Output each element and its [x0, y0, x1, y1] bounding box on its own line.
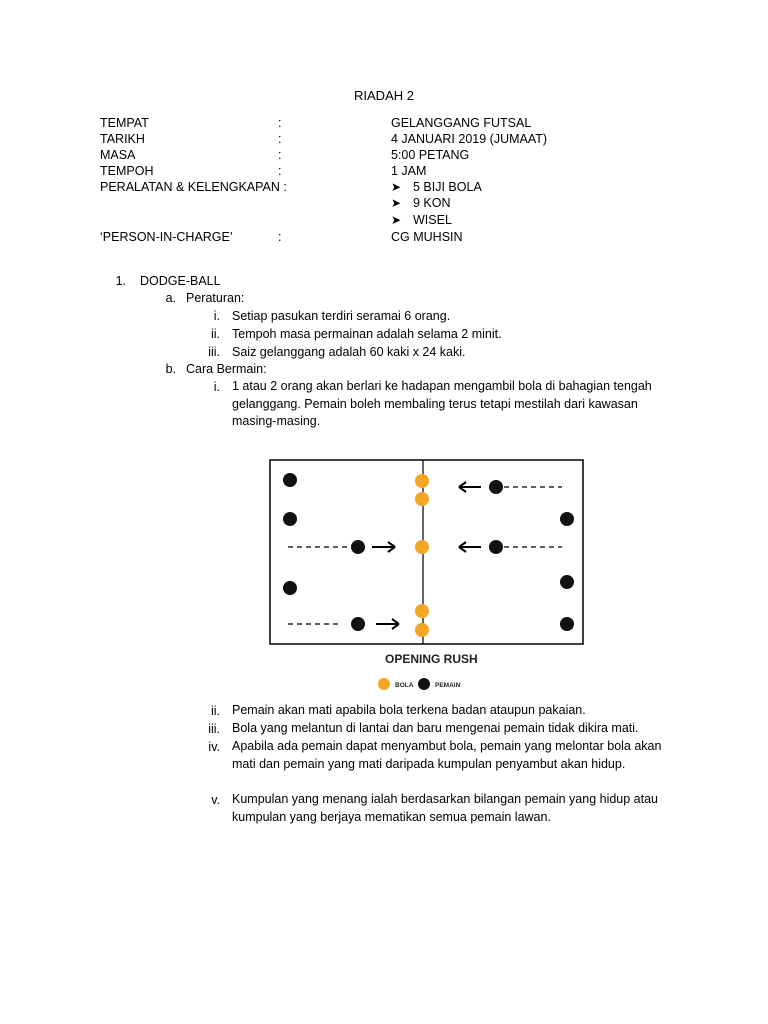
info-value: 1 JAM	[391, 164, 427, 178]
player-marker	[560, 617, 574, 631]
equipment-item: ➤ 5 BIJI BOLA	[391, 180, 482, 194]
step-number: iii.	[208, 722, 220, 736]
info-label: ‘PERSON-IN-CHARGE’	[100, 230, 233, 244]
info-label: PERALATAN & KELENGKAPAN :	[100, 180, 287, 194]
ball-marker	[415, 492, 429, 506]
info-colon: :	[278, 230, 282, 244]
rule-number: ii.	[210, 327, 220, 341]
rule-text: Tempoh masa permainan adalah selama 2 minit.	[232, 327, 502, 341]
info-colon: :	[278, 148, 282, 162]
diagram-caption: OPENING RUSH	[385, 652, 478, 666]
ball-marker	[415, 540, 429, 554]
player-marker	[283, 512, 297, 526]
subsection-letter: b.	[165, 362, 176, 376]
player-marker	[351, 540, 365, 554]
arrow-right-icon	[372, 542, 395, 552]
info-label: TARIKH	[100, 132, 145, 146]
arrowhead-bullet-icon: ➤	[391, 213, 402, 227]
info-colon: :	[278, 132, 282, 146]
step-text: Bola yang melantun di lantai dan baru mengenai pemain tidak dikira mati.	[232, 721, 639, 735]
arrow-right-icon	[376, 619, 399, 629]
info-colon: :	[278, 164, 282, 178]
player-marker	[351, 617, 365, 631]
step-text: Kumpulan yang menang ialah berdasarkan bilangan pemain yang hidup atau kumpulan yang berjaya mematikan semua pemain lawan.	[232, 792, 659, 824]
subsection-title: Peraturan:	[186, 291, 245, 305]
info-value: 4 JANUARI 2019 (JUMAAT)	[391, 132, 548, 146]
player-marker	[560, 575, 574, 589]
info-label: MASA	[100, 148, 136, 162]
step-text: Pemain akan mati apabila bola terkena badan ataupun pakaian.	[232, 703, 586, 717]
arrowhead-bullet-icon: ➤	[391, 180, 402, 194]
arrowhead-bullet-icon: ➤	[391, 196, 402, 210]
section-number: 1.	[115, 274, 126, 288]
rule-number: i.	[213, 309, 220, 323]
step-number: iv.	[208, 740, 220, 754]
step-number: v.	[211, 793, 220, 807]
player-marker	[283, 581, 297, 595]
opening-rush-diagram	[266, 456, 588, 696]
legend-player-label: PEMAIN	[435, 682, 461, 689]
arrow-left-icon	[459, 542, 481, 552]
rule-number: iii.	[208, 345, 220, 359]
info-label: TEMPAT	[100, 116, 149, 130]
info-label: TEMPOH	[100, 164, 154, 178]
player-marker	[560, 512, 574, 526]
equipment-item: ➤ 9 KON	[391, 196, 451, 210]
ball-marker	[415, 604, 429, 618]
ball-marker	[415, 474, 429, 488]
player-marker	[283, 473, 297, 487]
equipment-item: ➤ WISEL	[391, 213, 452, 227]
legend-ball-label: BOLA	[395, 682, 414, 689]
rule-text: Saiz gelanggang adalah 60 kaki x 24 kaki.	[232, 345, 466, 359]
info-value: CG MUHSIN	[391, 230, 463, 244]
section-title: DODGE-BALL	[140, 274, 221, 288]
info-value: GELANGGANG FUTSAL	[391, 116, 532, 130]
page-title: RIADAH 2	[354, 88, 414, 103]
legend-ball-icon	[378, 678, 390, 690]
player-marker	[489, 480, 503, 494]
rule-text: Setiap pasukan terdiri seramai 6 orang.	[232, 309, 451, 323]
player-marker	[489, 540, 503, 554]
step-text: Apabila ada pemain dapat menyambut bola, pemain yang melontar bola akan mati dan pemain yang mati daripada kumpulan penyambut akan hidup.	[232, 739, 662, 771]
legend-player-icon	[418, 678, 430, 690]
step-text: 1 atau 2 orang akan berlari ke hadapan mengambil bola di bahagian tengah gelanggang. Pemain boleh membaling terus tetapi mestilah dari kawasan masing-masing.	[232, 379, 652, 428]
step-number: i.	[213, 380, 220, 394]
info-colon: :	[278, 116, 282, 130]
arrow-left-icon	[459, 482, 481, 492]
subsection-title: Cara Bermain:	[186, 362, 267, 376]
subsection-letter: a.	[165, 291, 176, 305]
step-number: ii.	[210, 704, 220, 718]
info-value: 5:00 PETANG	[391, 148, 470, 162]
ball-marker	[415, 623, 429, 637]
